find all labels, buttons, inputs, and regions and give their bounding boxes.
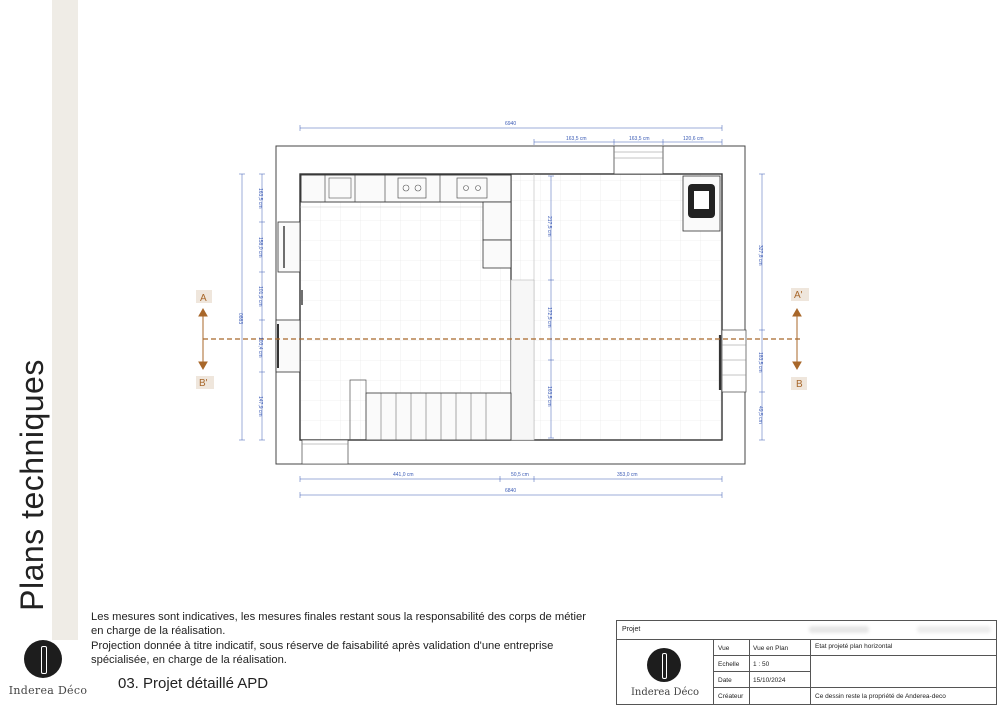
stove [683, 176, 720, 231]
section-b: B [796, 379, 803, 390]
left-cabinet [278, 222, 300, 272]
note-line-1: Les mesures sont indicatives, les mesures finales restant sous la responsabilité des corps de métier en charge de la réalisation. [91, 611, 586, 638]
dim-left-seg4: 103,4 cm [257, 337, 263, 358]
date-value: 15/10/2024 [753, 677, 786, 684]
logo-mark-icon [41, 646, 47, 674]
corridor-zone [511, 280, 534, 440]
dim-left-overall: 0883 [237, 313, 243, 325]
dim-top-overall: 6940 [505, 121, 517, 127]
etat-text: Etat projeté plan horizontal [815, 643, 893, 650]
dim-bottom-seg1: 441,0 cm [393, 472, 414, 478]
project-phase-title: 03. Projet détaillé APD [118, 675, 269, 692]
redacted-project-name [809, 626, 869, 633]
echelle-label: Echelle [718, 661, 740, 668]
disclaimer-note [91, 610, 601, 668]
dim-inner-2: 172,5 cm [546, 307, 552, 328]
dim-bottom-seg2: 50,5 cm [511, 472, 529, 478]
dim-right-seg3: 49,5 cm [757, 406, 763, 424]
dim-left-seg3: 101,9 cm [257, 286, 263, 307]
title-block [616, 620, 997, 705]
createur-label: Créateur [718, 693, 744, 700]
dim-top-seg2: 163,5 cm [629, 136, 650, 142]
cartouche-logo-text: Inderea Déco [630, 687, 700, 698]
dim-left-seg2: 158,0 cm [257, 237, 263, 258]
dim-left-seg1: 163,5 cm [257, 188, 263, 209]
vue-value: Vue en Plan [753, 645, 789, 652]
dim-right-seg1: 327,8 cm [757, 245, 763, 266]
dim-top-seg1: 163,5 cm [566, 136, 587, 142]
window-top [614, 146, 663, 174]
vue-label: Vue [718, 645, 730, 652]
dim-bottom-seg3: 353,0 cm [617, 472, 638, 478]
dim-inner-1: 217,5 cm [546, 216, 552, 237]
logo-text: Inderea Déco [8, 684, 88, 697]
company-logo [8, 638, 88, 704]
projet-row [617, 621, 996, 640]
propriete-text: Ce dessin reste la propriété de Anderea-deco [815, 693, 946, 700]
dim-left-seg5: 147,9 cm [257, 396, 263, 417]
left-door [276, 320, 300, 372]
section-b-prime: B' [199, 378, 208, 389]
note-line-2: Projection donnée à titre indicatif, sous réserve de faisabilité après validation d'une entreprise spécialisée, en charge de la réalisation. [91, 639, 554, 667]
cartouche-logo-mark-icon [662, 653, 667, 679]
dim-inner-3: 163,5 cm [546, 386, 552, 407]
echelle-value: 1 : 50 [753, 661, 770, 668]
side-title: Plans techniques [14, 359, 50, 611]
cartouche-logo [617, 639, 714, 705]
section-a: A [200, 293, 207, 304]
dim-right-seg2: 183,5 cm [757, 352, 763, 373]
date-label: Date [718, 677, 732, 684]
dim-bottom-overall: 6840 [505, 488, 517, 494]
dim-top-seg3: 120,6 cm [683, 136, 704, 142]
redacted-address [917, 626, 991, 633]
projet-label: Projet [622, 626, 641, 633]
entry-box [302, 440, 348, 464]
section-a-prime: A' [794, 290, 803, 301]
